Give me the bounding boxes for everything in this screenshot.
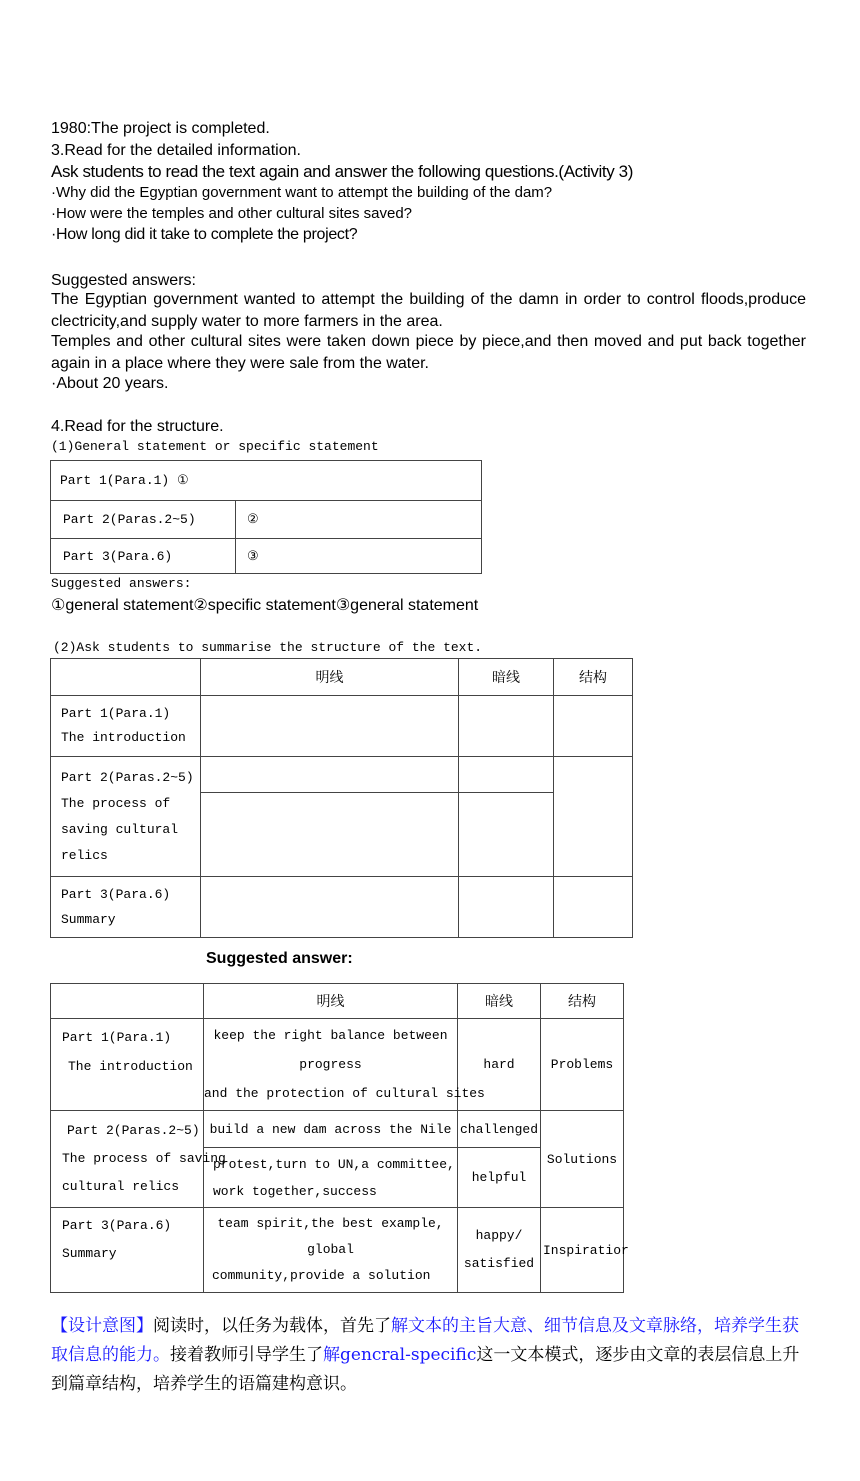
design-intent-label: 【设计意图】: [51, 1316, 153, 1336]
part-3-ming-cell: [201, 877, 459, 938]
part-3-an-cell: [459, 877, 554, 938]
header-empty-cell: [51, 984, 204, 1019]
part-3-an-line-1: happy/: [475, 1228, 523, 1243]
header-jie-gou: 结构: [541, 984, 624, 1019]
part-2-an-cell-b: [459, 793, 554, 877]
part-1-ming-cell: [201, 696, 459, 757]
table-row: [51, 1208, 624, 1293]
part-1-subtitle: The introduction: [68, 1059, 193, 1074]
table-row: [51, 1019, 624, 1111]
suggested-answers-label-2: Suggested answers:: [51, 576, 192, 591]
structure-table-2: [50, 658, 633, 938]
subtask-2-heading: (2)Ask students to summarise the structure of the text.: [53, 640, 483, 655]
question-2: ·How were the temples and other cultural sites saved?: [51, 205, 413, 222]
header-jie-gou: 结构: [554, 659, 633, 696]
answer-1: The Egyptian government wanted to attempt the building of the damn in order to control floods,produce clectricity,and supply water to more farmers in the area.: [51, 291, 806, 330]
step-4-heading: 4.Read for the structure.: [51, 418, 224, 435]
header-ming-xian: 明线: [201, 659, 459, 696]
part-2-line-1: The process of: [61, 795, 171, 811]
part-1-title: Part 1(Para.1): [62, 1030, 172, 1045]
part-2-title: Part 2(Paras.2~5): [67, 1123, 200, 1138]
answer-2: Temples and other cultural sites were taken down piece by piece,and then moved and put back together again in a place where they were sale from the water.: [51, 333, 806, 372]
header-empty-cell: [51, 659, 201, 696]
design-intent-text-3: 接着教师引导学生了: [170, 1345, 323, 1365]
part-3-subtitle: Summary: [62, 1246, 117, 1261]
suggested-answer-statement: ①general statement②specific statement③general statement: [51, 597, 479, 614]
part-1-ming-cell: [204, 1019, 485, 1111]
design-intent-text-2: 解文本的主旨大意、细节信息及文章脉络，培养学生获取信息的能力。: [51, 1316, 799, 1365]
part-3-title: Part 3(Para.6): [61, 887, 171, 902]
part-2-jie-cell: Solutions: [541, 1111, 624, 1208]
table-row: [51, 1111, 624, 1148]
design-intent-text-5: 这一文本模式，逐步由文章的表层信息上升到篇章结构，培养学生的语篇建构意识。: [51, 1345, 800, 1394]
part-2-jie-cell: [554, 757, 633, 877]
part-1-an-cell: [459, 696, 554, 757]
question-1: ·Why did the Egyptian government want to attempt the building of the dam?: [51, 184, 553, 201]
table-row: [51, 984, 624, 1019]
part-2-ming-line-3: work together,success: [213, 1183, 377, 1199]
table-row: [51, 877, 633, 938]
line-1980: 1980:The project is completed.: [51, 120, 270, 137]
question-3: ·How long did it take to complete the project?: [51, 226, 358, 243]
part-3-ming-line-2: global: [307, 1242, 354, 1257]
part-3-title: Part 3(Para.6): [62, 1218, 172, 1233]
header-an-xian: 暗线: [459, 659, 554, 696]
step-3-heading: 3.Read for the detailed information.: [51, 142, 301, 159]
header-an-xian: 暗线: [458, 984, 541, 1019]
blank-2-cell: ②: [236, 501, 482, 539]
design-intent-text-4: 解gencral-specific: [323, 1345, 477, 1365]
part-2-ming-cell-b: [201, 793, 459, 877]
part-1-cell: Part 1(Para.1) ①: [51, 461, 482, 501]
part-2-line-2: saving cultural: [61, 821, 179, 837]
table-row: [51, 757, 633, 793]
part-2-label-cell: [51, 1111, 226, 1208]
part-2-an-cell-b: helpful: [458, 1148, 541, 1208]
activity-3-instruction: Ask students to read the text again and answer the following questions.(Activity 3): [51, 162, 633, 181]
design-intent-text-1: 阅读时，以任务为载体，首先了: [153, 1316, 391, 1336]
part-2-line-3: relics: [61, 847, 108, 863]
part-1-ming-line-3: and the protection of cultural sites: [204, 1086, 485, 1101]
subtask-1-heading: (1)General statement or specific statement: [51, 439, 379, 454]
part-1-title: Part 1(Para.1): [61, 706, 171, 721]
part-3-jie-cell: [554, 877, 633, 938]
part-3-ming-cell: [204, 1208, 458, 1293]
part-1-an-cell: hard: [458, 1019, 541, 1111]
part-3-subtitle: Summary: [61, 912, 116, 927]
part-3-label-cell: [51, 877, 201, 938]
table-row: [51, 659, 633, 696]
part-1-label-cell: [51, 696, 201, 757]
suggested-answers-label: Suggested answers:: [51, 272, 196, 289]
part-1-label-cell: [51, 1019, 204, 1111]
part-1-ming-line-2: progress: [299, 1057, 362, 1072]
part-3-cell: Part 3(Para.6): [51, 539, 236, 574]
part-3-jie-cell: Inspiratior: [541, 1208, 624, 1293]
part-2-ming-cell-a: [201, 757, 459, 793]
part-2-line-2: cultural relics: [62, 1179, 180, 1194]
blank-3-cell: ③: [236, 539, 482, 574]
structure-table-1: [50, 460, 482, 574]
table-row: [51, 539, 482, 574]
table-row: [51, 461, 482, 501]
part-2-title: Part 2(Paras.2~5): [61, 769, 194, 785]
part-2-ming-cell-b: [204, 1148, 458, 1208]
part-1-jie-cell: Problems: [541, 1019, 624, 1111]
part-2-an-cell-a: [459, 757, 554, 793]
part-2-label-cell: [51, 757, 201, 877]
answer-3: ·About 20 years.: [51, 375, 169, 392]
part-2-line-1: The process of saving: [62, 1151, 226, 1166]
part-2-ming-cell-a: build a new dam across the Nile: [204, 1111, 458, 1148]
part-3-label-cell: [51, 1208, 204, 1293]
table-row: [51, 501, 482, 539]
structure-table-answer: [50, 983, 629, 1293]
part-1-jie-cell: [554, 696, 633, 757]
part-2-cell: Part 2(Paras.2~5): [51, 501, 236, 539]
part-1-subtitle: The introduction: [61, 730, 186, 745]
part-3-ming-line-1: team spirit,the best example,: [217, 1216, 444, 1231]
part-1-ming-line-1: keep the right balance between: [213, 1028, 448, 1043]
part-3-an-line-2: satisfied: [463, 1256, 535, 1271]
part-2-an-cell-a: challenged: [458, 1111, 541, 1148]
part-2-ming-line-2: protest,turn to UN,a committee,: [213, 1156, 455, 1172]
table-row: [51, 696, 633, 757]
suggested-answer-heading: Suggested answer:: [206, 950, 353, 967]
header-ming-xian: 明线: [204, 984, 458, 1019]
part-3-an-cell: [458, 1208, 541, 1293]
part-3-ming-line-3: community,provide a solution: [212, 1268, 431, 1283]
design-intent-paragraph: [51, 1312, 811, 1399]
